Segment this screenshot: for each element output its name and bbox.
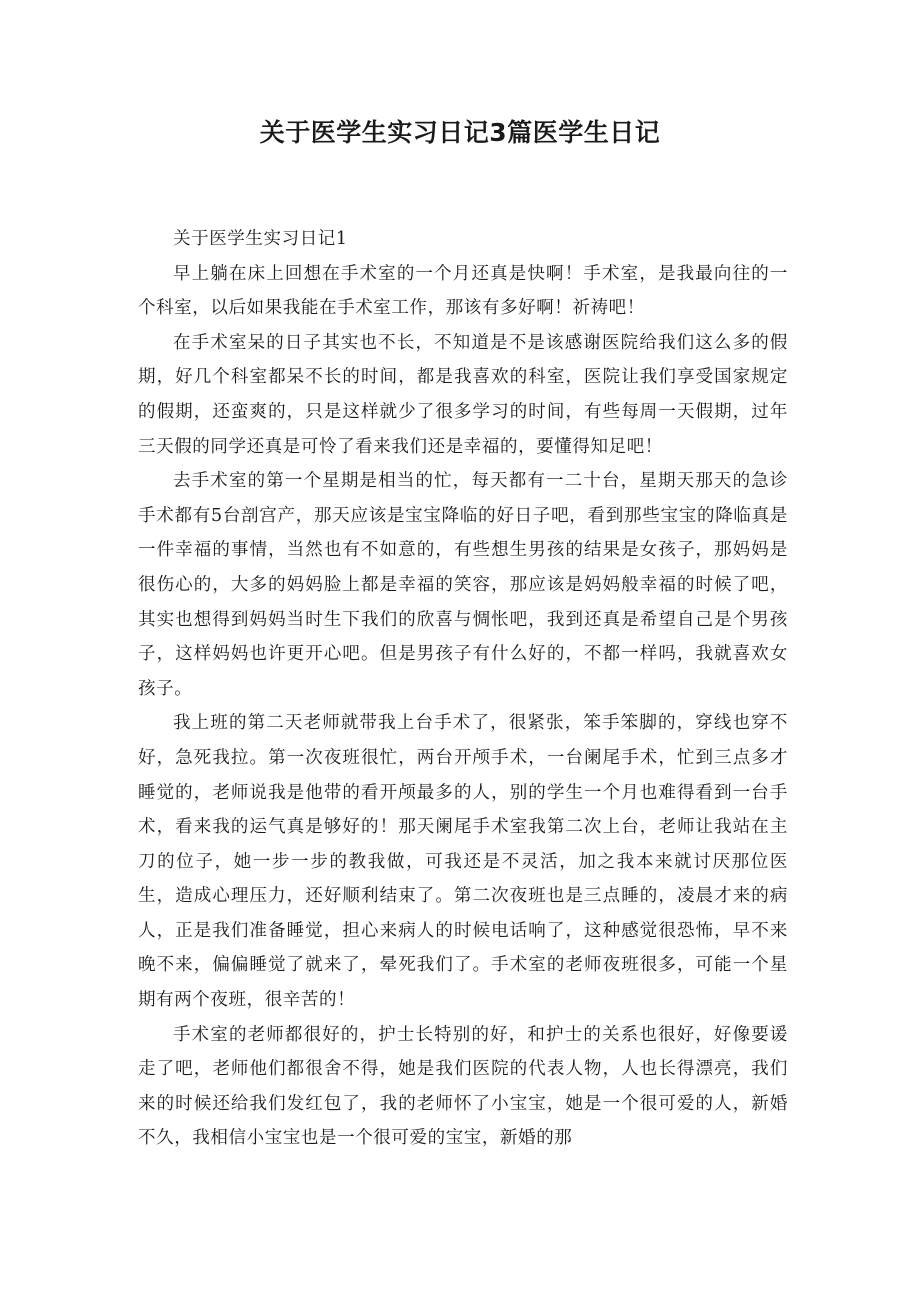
document-title: 关于医学生实习日记3篇医学生日记 (259, 118, 661, 147)
section-heading: 关于医学生实习日记1 (173, 229, 348, 249)
document-body (138, 222, 788, 1156)
paragraph: 手术室的老师都很好的，护士长特别的好，和护士的关系也很好，好像要谖走了吧，老师他们都很舍不得，她是我们医院的代表人物，人也长得漂亮，我们来的时候还给我们发红包了，我的老师怀了小宝宝，她是一个很可爱的人，新婚不久，我相信小宝宝也是一个很可爱的宝宝，新婚的那 (138, 1024, 788, 1149)
paragraph: 早上躺在床上回想在手术室的一个月还真是快啊！手术室，是我最向往的一个科室，以后如果我能在手术室工作，那该有多好啊！祈祷吧！ (138, 263, 788, 319)
paragraph: 去手术室的第一个星期是相当的忙，每天都有一二十台，星期天那天的急诊手术都有5台剖宫产，那天应该是宝宝降临的好日子吧，看到那些宝宝的降临真是一件幸福的事情，当然也有不如意的，有些想生男孩的结果是女孩子，那妈妈是很伤心的，大多的妈妈脸上都是幸福的笑容，那应该是妈妈般幸福的时候了吧，其实也想得到妈妈当时生下我们的欣喜与惆怅吧，我到还真是希望自己是个男孩子，这样妈妈也许更开心吧。但是男孩子有什么好的，不都一样吗，我就喜欢女孩子。 (138, 471, 788, 699)
paragraph: 在手术室呆的日子其实也不长，不知道是不是该感谢医院给我们这么多的假期，好几个科室都呆不长的时间，都是我喜欢的科室，医院让我们享受国家规定的假期，还蛮爽的，只是这样就少了很多学习的时间，有些每周一天假期，过年三天假的同学还真是可怜了看来我们还是幸福的，要懂得知足吧！ (138, 332, 788, 457)
paragraph: 我上班的第二天老师就带我上台手术了，很紧张，笨手笨脚的，穿线也穿不好，急死我拉。第一次夜班很忙，两台开颅手术，一台阑尾手术，忙到三点多才睡觉的，老师说我是他带的看开颅最多的人，别的学生一个月也难得看到一台手术，看来我的运气真是够好的！那天阑尾手术室我第二次上台，老师让我站在主刀的位子，她一步一步的教我做，可我还是不灵活，加之我本来就讨厌那位医生，造成心理压力，还好顺利结束了。第二次夜班也是三点睡的，凌晨才来的病人，正是我们准备睡觉，担心来病人的时候电话响了，这种感觉很恐怖，早不来晚不来，偏偏睡觉了就来了，晕死我们了。手术室的老师夜班很多，可能一个星期有两个夜班，很辛苦的！ (138, 713, 788, 1011)
